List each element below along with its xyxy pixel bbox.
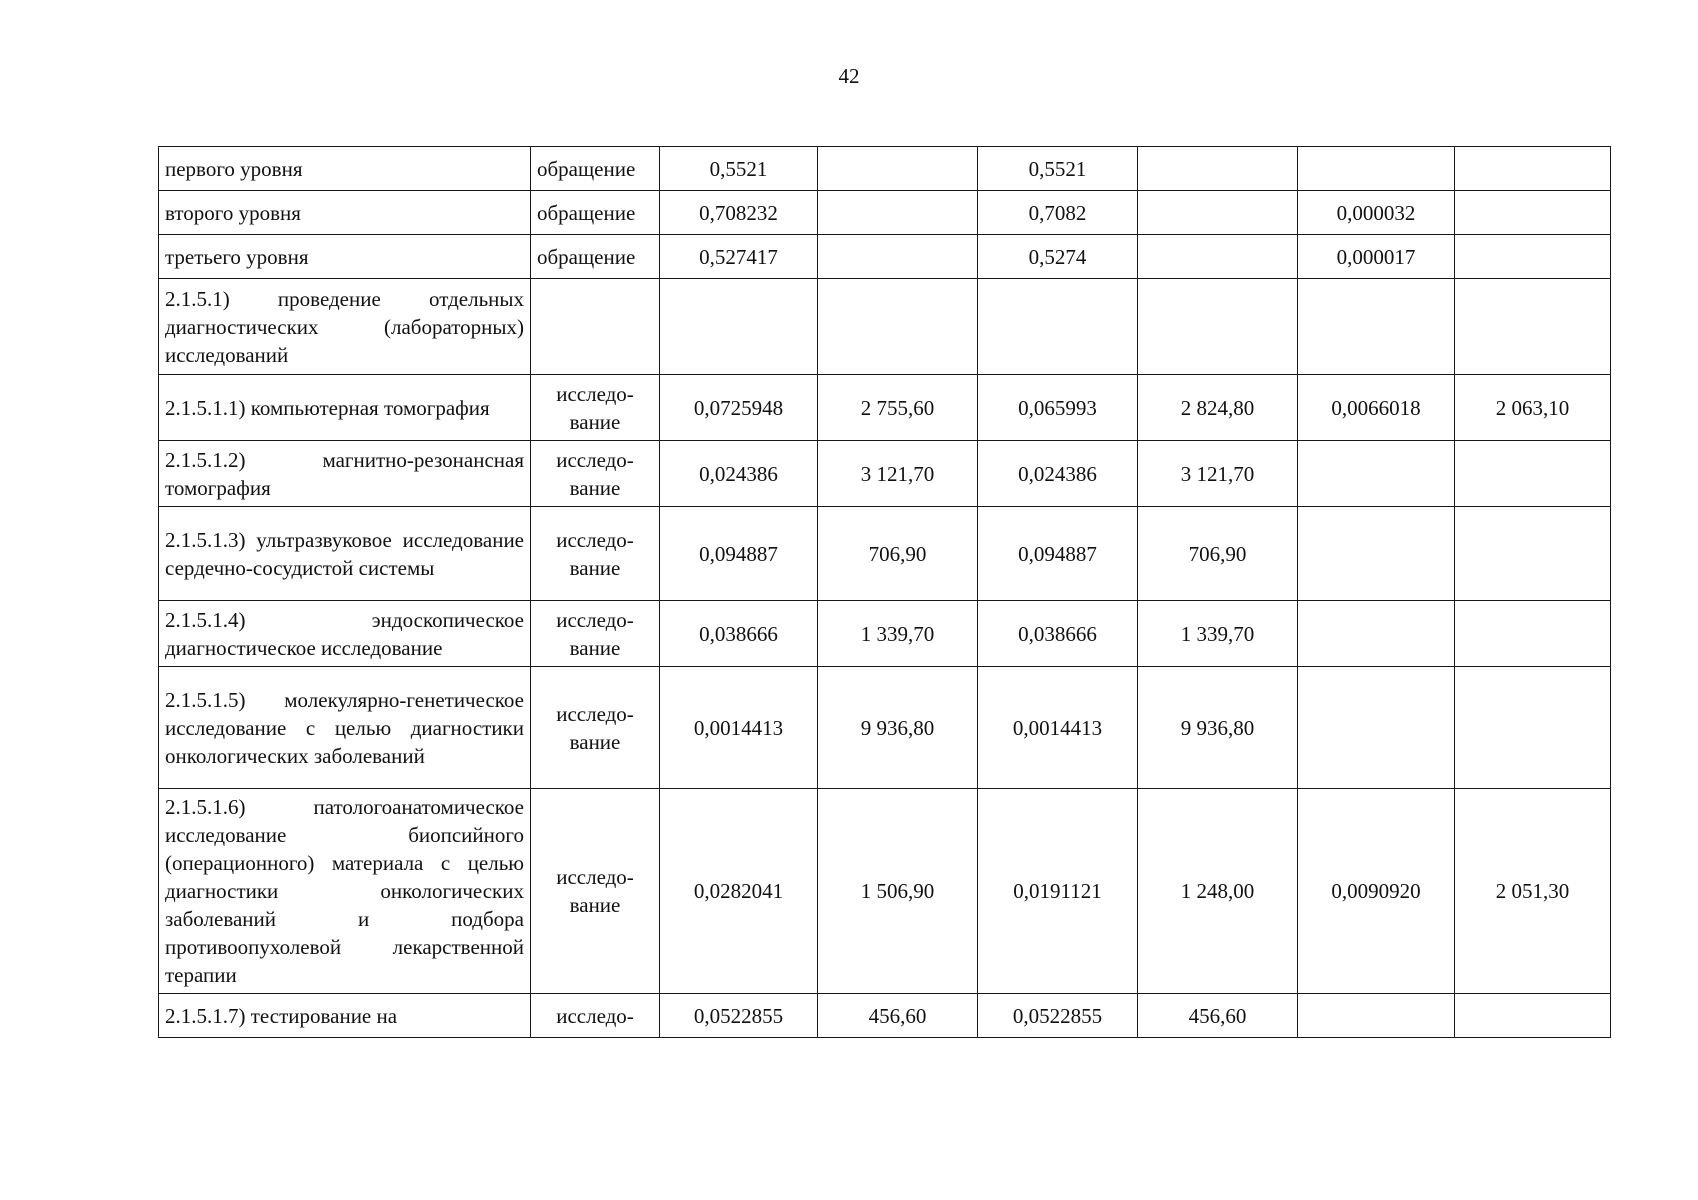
value-cell xyxy=(1138,191,1298,235)
row-name-cell: первого уровня xyxy=(159,147,531,191)
unit-cell xyxy=(531,279,660,375)
value-cell xyxy=(1298,147,1455,191)
value-cell xyxy=(1455,191,1611,235)
value-cell: 0,5274 xyxy=(978,235,1138,279)
value-cell: 0,0066018 xyxy=(1298,375,1455,441)
value-cell xyxy=(1455,441,1611,507)
table-row xyxy=(159,789,1611,994)
value-cell: 0,038666 xyxy=(660,601,818,667)
unit-cell: исследо- вание xyxy=(531,789,660,994)
value-cell: 0,038666 xyxy=(978,601,1138,667)
row-name-cell: 2.1.5.1) проведение отдельных диагностических (лабораторных) исследований xyxy=(159,279,531,375)
value-cell xyxy=(1298,279,1455,375)
value-cell: 2 051,30 xyxy=(1455,789,1611,994)
table-row xyxy=(159,191,1611,235)
value-cell xyxy=(1298,667,1455,789)
value-cell: 0,0522855 xyxy=(978,994,1138,1038)
value-cell: 456,60 xyxy=(818,994,978,1038)
value-cell xyxy=(818,191,978,235)
value-cell: 0,0725948 xyxy=(660,375,818,441)
value-cell: 0,024386 xyxy=(660,441,818,507)
value-cell xyxy=(1298,441,1455,507)
row-name-cell: второго уровня xyxy=(159,191,531,235)
value-cell xyxy=(1455,147,1611,191)
row-name-cell: 2.1.5.1.6) патологоанатомическое исследование биопсийного (операционного) материала с целью диагностики онкологических заболеваний и подбора противоопухолевой лекарственной терапии xyxy=(159,789,531,994)
table-row xyxy=(159,667,1611,789)
value-cell: 9 936,80 xyxy=(1138,667,1298,789)
table-row xyxy=(159,601,1611,667)
unit-cell: исследо- вание xyxy=(531,667,660,789)
value-cell: 1 339,70 xyxy=(1138,601,1298,667)
value-cell: 0,0191121 xyxy=(978,789,1138,994)
value-cell xyxy=(1138,279,1298,375)
value-cell xyxy=(818,279,978,375)
row-name-cell: 2.1.5.1.5) молекулярно-генетическое исследование с целью диагностики онкологических заболеваний xyxy=(159,667,531,789)
table-row xyxy=(159,279,1611,375)
tariff-table xyxy=(158,146,1611,1038)
value-cell: 2 063,10 xyxy=(1455,375,1611,441)
value-cell: 0,5521 xyxy=(978,147,1138,191)
value-cell xyxy=(660,279,818,375)
value-cell xyxy=(978,279,1138,375)
value-cell: 0,094887 xyxy=(660,507,818,601)
row-name-cell: 2.1.5.1.4) эндоскопическое диагностическое исследование xyxy=(159,601,531,667)
value-cell: 0,5521 xyxy=(660,147,818,191)
value-cell xyxy=(1298,601,1455,667)
row-name-cell: 2.1.5.1.3) ультразвуковое исследование сердечно-сосудистой системы xyxy=(159,507,531,601)
value-cell: 0,0282041 xyxy=(660,789,818,994)
value-cell xyxy=(818,147,978,191)
value-cell: 1 248,00 xyxy=(1138,789,1298,994)
unit-cell: исследо- вание xyxy=(531,441,660,507)
value-cell xyxy=(1138,147,1298,191)
unit-cell: исследо- вание xyxy=(531,507,660,601)
value-cell: 0,0090920 xyxy=(1298,789,1455,994)
row-name-cell: третьего уровня xyxy=(159,235,531,279)
value-cell: 1 506,90 xyxy=(818,789,978,994)
value-cell: 2 755,60 xyxy=(818,375,978,441)
row-name-cell: 2.1.5.1.1) компьютерная томография xyxy=(159,375,531,441)
value-cell xyxy=(1455,235,1611,279)
unit-cell: обращение xyxy=(531,235,660,279)
value-cell xyxy=(1298,507,1455,601)
table-row xyxy=(159,441,1611,507)
value-cell: 0,0522855 xyxy=(660,994,818,1038)
value-cell: 0,065993 xyxy=(978,375,1138,441)
unit-cell: исследо- вание xyxy=(531,601,660,667)
table-row xyxy=(159,994,1611,1038)
value-cell xyxy=(1455,279,1611,375)
value-cell: 0,024386 xyxy=(978,441,1138,507)
table-row xyxy=(159,147,1611,191)
value-cell: 0,0014413 xyxy=(660,667,818,789)
value-cell xyxy=(1455,994,1611,1038)
table-body xyxy=(159,147,1611,1038)
value-cell: 0,094887 xyxy=(978,507,1138,601)
value-cell: 3 121,70 xyxy=(818,441,978,507)
page-number: 42 xyxy=(838,64,860,88)
value-cell: 0,708232 xyxy=(660,191,818,235)
value-cell: 0,7082 xyxy=(978,191,1138,235)
value-cell: 0,527417 xyxy=(660,235,818,279)
value-cell: 1 339,70 xyxy=(818,601,978,667)
value-cell: 9 936,80 xyxy=(818,667,978,789)
value-cell: 3 121,70 xyxy=(1138,441,1298,507)
value-cell: 456,60 xyxy=(1138,994,1298,1038)
table-row xyxy=(159,375,1611,441)
unit-cell: исследо- вание xyxy=(531,375,660,441)
value-cell: 706,90 xyxy=(818,507,978,601)
value-cell: 0,000032 xyxy=(1298,191,1455,235)
unit-cell: обращение xyxy=(531,191,660,235)
value-cell: 0,0014413 xyxy=(978,667,1138,789)
row-name-cell: 2.1.5.1.7) тестирование на xyxy=(159,994,531,1038)
table-row xyxy=(159,235,1611,279)
value-cell xyxy=(1455,601,1611,667)
value-cell: 2 824,80 xyxy=(1138,375,1298,441)
table-row xyxy=(159,507,1611,601)
value-cell xyxy=(1455,667,1611,789)
value-cell: 0,000017 xyxy=(1298,235,1455,279)
unit-cell: исследо- xyxy=(531,994,660,1038)
row-name-cell: 2.1.5.1.2) магнитно-резонансная томография xyxy=(159,441,531,507)
unit-cell: обращение xyxy=(531,147,660,191)
value-cell xyxy=(818,235,978,279)
value-cell xyxy=(1455,507,1611,601)
value-cell xyxy=(1298,994,1455,1038)
value-cell: 706,90 xyxy=(1138,507,1298,601)
value-cell xyxy=(1138,235,1298,279)
